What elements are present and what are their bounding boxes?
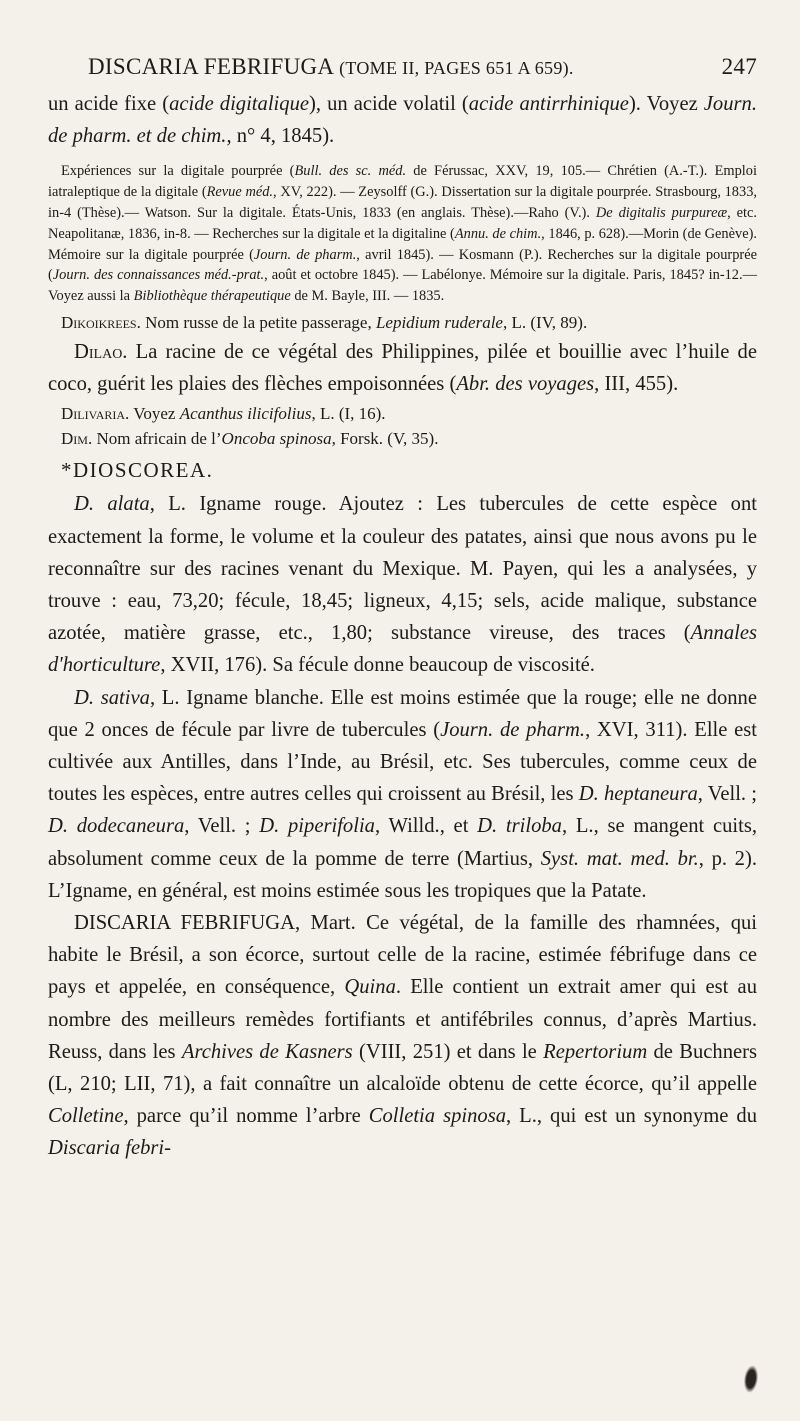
entry-dioscorea-sativa — [48, 682, 757, 907]
text-run: , p. 2). L’Igname, en général, est moins estimée sous les tropiques que la Patate. — [48, 847, 757, 902]
entry-term: Dim. — [61, 429, 93, 449]
entry-dilivaria — [48, 402, 757, 425]
italic-text-run: Journ. des connaissances méd.-prat. — [52, 267, 265, 284]
entry-dim — [48, 427, 757, 450]
text-run: , Vell. ; — [184, 815, 260, 838]
running-title-reference: (TOME II, PAGES 651 A 659). — [339, 58, 574, 78]
text-run: Nom russe de la petite passerage, — [140, 312, 376, 332]
italic-text-run: Journ. de pharm. et de chim. — [48, 93, 757, 148]
italic-text-run: D. dodecaneura — [48, 815, 185, 838]
text-run: , XVII, 176). Sa fécule donne beaucoup de viscosité. — [160, 654, 595, 677]
ink-blot-mark — [742, 1364, 760, 1394]
italic-text-run: Revue méd. — [206, 184, 274, 201]
text-run: , Mart. Ce végétal, de la famille des rhamnées, qui habite le Brésil, a son écorce, surtout celle de la racine, estimée fébrifuge dans ce pays et appelée, en conséquence, — [48, 912, 758, 999]
italic-text-run: D. triloba — [477, 815, 562, 838]
italic-text-run: acide antirrhinique — [468, 93, 629, 115]
text-run: . Elle contient un extrait amer qui est au nombre des meilleurs remèdes fortifiants et antifébriles connus, d’après Martius. Reuss, dans les — [48, 976, 757, 1063]
text-run: , 1846, p. 628).—Morin (de Genève). Mémoire sur la digitale pourprée ( — [48, 225, 757, 263]
section-heading-dioscorea: *DIOSCOREA. — [61, 458, 214, 483]
italic-text-run: Acanthus ilicifolius — [179, 404, 312, 424]
text-run: ), un acide volatil ( — [309, 93, 469, 115]
text-run: , avril 1845). — Kosmann (P.). Recherches sur la digitale pourprée ( — [48, 246, 757, 284]
text-run: (VIII, 251) et dans le — [352, 1040, 544, 1063]
text-run: de Buchners (L, 210; LII, 71), a fait connaître un alcaloïde obtenu de cette écorce, qu’il appelle — [48, 1040, 758, 1096]
entry-dikoikrees — [48, 311, 757, 334]
italic-text-run: Annales d'horticulture — [48, 622, 757, 677]
text-run: de M. Bayle, III. — 1835. — [290, 288, 445, 305]
text-run: , etc. Neapolitanæ, 1836, in-8. — Recherches sur la digitale et la digitaline ( — [48, 205, 757, 242]
text-run: Nom africain de l’ — [92, 429, 222, 449]
running-title — [88, 54, 574, 80]
running-title-main: DISCARIA FEBRIFUGA — [88, 54, 334, 79]
text-run: , L. Igname blanche. Elle est moins estimée que la rouge; elle ne donne que 2 onces de fécule par livre de tubercules ( — [48, 686, 757, 741]
text-run: , III, 455). — [594, 373, 679, 396]
intro-paragraph — [48, 88, 757, 152]
text-run: , Vell. ; — [697, 783, 757, 806]
text-run: , Forsk. (V, 35). — [331, 429, 439, 449]
italic-text-run: Lepidium ruderale — [375, 312, 503, 332]
italic-text-run: Repertorium — [543, 1040, 648, 1063]
italic-text-run: D. piperifolia — [259, 815, 375, 838]
text-run: , XV, 222). — Zeysolff (G.). Dissertation sur la digitale pourprée. Strasbourg, 1833, in-4 (Thèse).— Watson. Sur la digitale. États-Unis, 1833 (en anglais. Thèse).—Raho (V.). — [48, 184, 757, 221]
text-run: , parce qu’il nomme l’arbre — [123, 1105, 369, 1128]
text-run: Expériences sur la digitale pourprée ( — [61, 163, 295, 180]
entry-term: Dilivaria. — [61, 404, 130, 424]
italic-text-run: Colletine — [48, 1105, 124, 1128]
text-run: un acide fixe ( — [48, 93, 170, 115]
text-run: ). Voyez — [628, 93, 704, 115]
entry-dilao — [48, 336, 757, 400]
italic-text-run: Abr. des voyages — [456, 373, 595, 396]
entry-dioscorea-alata — [48, 488, 757, 681]
text-run: La racine de ce végétal des Philippines, pilée et bouillie avec l’huile de coco, guérit les plaies des flèches empoisonnées ( — [48, 340, 757, 396]
entry-term: DISCARIA FEBRIFUGA — [74, 912, 295, 935]
text-run: Voyez — [129, 404, 180, 424]
italic-text-run: Discaria febri- — [48, 1137, 171, 1160]
text-run: , L. (I, 16). — [311, 404, 386, 424]
italic-text-run: Bibliothèque thérapeutique — [133, 288, 291, 305]
italic-text-run: acide digitalique — [169, 93, 310, 115]
italic-text-run: Journ. de pharm. — [440, 718, 586, 741]
italic-text-run: Bull. des sc. méd. — [294, 163, 407, 180]
italic-text-run: Syst. mat. med. br. — [540, 847, 699, 870]
italic-text-run: Journ. de pharm. — [253, 246, 357, 263]
text-run: , Willd., et — [374, 815, 478, 838]
text-run: , L., se mangent cuits, absolument comme ceux de la pomme de terre (Martius, — [48, 815, 758, 870]
text-run: , août et octobre 1845). — Labélonye. Mémoire sur la digitale. Paris, 1845? in-12.—Voyez aussi la — [48, 267, 757, 305]
text-run: , XVI, 311). Elle est cultivée aux Antilles, dans l’Inde, au Brésil, etc. Ses tubercules, comme ceux de toutes les espèces, entre autres celles qui croissent au Brésil, les — [48, 718, 757, 806]
italic-text-run: Archives de Kasners — [181, 1040, 353, 1063]
text-run: , L. Igname rouge. Ajoutez : Les tubercules de cette espèce ont exactement la forme, le volume et la couleur des patates, ainsi que nous avons pu le reconnaître sur des racines venant du Mexique. M. Payen, qui les a analysées, y trouve : eau, 73,20; fécule, 18,45; ligneux, 4,15; sels, acide malique, substance azotée, matière grasse, etc., 1,80; substance vireuse, des traces ( — [48, 493, 757, 645]
text-run: , L. (IV, 89). — [502, 312, 588, 332]
entry-term: Dilao. — [74, 340, 128, 363]
italic-text-run: D. sativa — [74, 686, 150, 709]
italic-text-run: D. alata — [74, 493, 150, 516]
italic-text-run: Quina — [344, 976, 396, 999]
italic-text-run: Annu. de chim. — [454, 225, 542, 242]
text-run: de Férussac, XXV, 19, 105.— Chrétien (A.-T.). Emploi iatraleptique de la digitale ( — [48, 163, 757, 201]
entry-discaria-febrifuga — [48, 907, 757, 1165]
text-run: , L., qui est un synonyme du — [506, 1105, 758, 1128]
italic-text-run: Oncoba spinosa — [221, 429, 332, 449]
entry-term: Dikoikrees. — [61, 312, 141, 332]
text-run: , n° 4, 1845). — [226, 125, 335, 148]
italic-text-run: Colletia spinosa — [368, 1105, 507, 1128]
page-number: 247 — [721, 54, 757, 79]
running-header — [88, 54, 757, 88]
italic-text-run: De digitalis purpureæ — [595, 205, 728, 221]
bibliography-notes — [48, 161, 757, 307]
italic-text-run: D. heptaneura — [578, 783, 698, 806]
